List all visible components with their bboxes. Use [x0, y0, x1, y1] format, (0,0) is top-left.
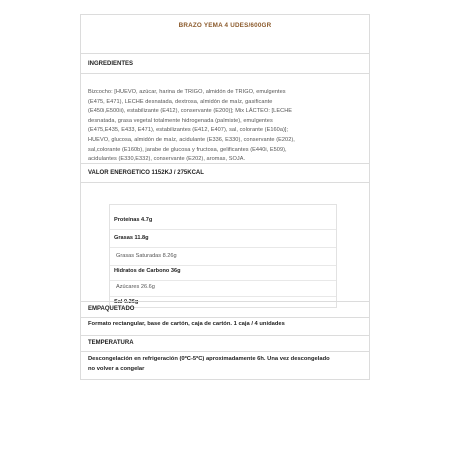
- temperature-divider: [81, 351, 369, 352]
- ingredients-heading: INGREDIENTES: [88, 61, 134, 67]
- nutrition-divider: [110, 247, 336, 248]
- ingredients-line: HUEVO, glucosa, almidón de maíz, acidulante (E336, E330), conservante (E202),: [88, 136, 295, 143]
- nutrition-row-fat: Grasas 11.8g: [114, 235, 149, 241]
- nutrition-row-saturated-fat: Grasas Saturadas 8.26g: [116, 253, 177, 259]
- nutrition-divider: [110, 296, 336, 297]
- temperature-line: no volver a congelar: [88, 366, 145, 372]
- nutrition-row-carbohydrates: Hidratos de Carbono 36g: [114, 268, 181, 274]
- nutrition-divider: [110, 280, 336, 281]
- product-title: BRAZO YEMA 4 UDES/600GR: [81, 15, 369, 54]
- ingredients-line: (E475,E435, E433, E471), estabilizantes (E412, E407), sal, colorante (E160a)];: [88, 127, 289, 134]
- ingredients-divider: [81, 73, 369, 74]
- nutrition-row-proteins: Proteínas 4.7g: [114, 217, 153, 223]
- packaging-heading: EMPAQUETADO: [88, 306, 135, 312]
- ingredients-line: desnatada, grasa vegetal totalmente hidrogenada (palmiste), emulgentes: [88, 117, 273, 124]
- ingredients-line: acidulantes (E330,E332), conservante (E202), aromas, SOJA.: [88, 156, 246, 163]
- energy-divider: [81, 182, 369, 183]
- ingredients-text: [88, 88, 364, 165]
- packaging-divider-top: [81, 301, 369, 302]
- nutrition-divider: [110, 265, 336, 266]
- ingredients-line: Bizcocho: [HUEVO, azúcar, harina de TRIGO, almidón de TRIGO, emulgentes: [88, 89, 286, 95]
- ingredients-line: (E475, E471), LECHE desnatada, dextrosa, almidón de maíz, gasificante: [88, 98, 273, 105]
- nutrition-row-salt: Sal 0.26g: [114, 299, 139, 305]
- temperature-heading: TEMPERATURA: [88, 340, 134, 346]
- nutrition-divider: [110, 229, 336, 230]
- nutrition-row-sugars: Azúcares 26.6g: [116, 284, 155, 290]
- energy-divider-top: [81, 163, 369, 164]
- nutrition-table: [109, 204, 337, 308]
- packaging-text: Formato rectangular, base de cartón, caja de cartón. 1 caja / 4 unidades: [88, 321, 285, 327]
- product-sheet: [80, 14, 370, 380]
- ingredients-line: (E450i,E500ii), estabilizante (E412), conservante (E200)]; Mix LÁCTEO: [LECHE: [88, 108, 293, 115]
- energy-value: VALOR ENERGETICO 1152KJ / 275KCAL: [88, 170, 204, 176]
- temperature-line: Descongelación en refrigeración (0ºC-5ºC) aproximadamente 6h. Una vez descongelado: [88, 356, 330, 362]
- packaging-divider: [81, 317, 369, 318]
- temperature-divider-top: [81, 335, 369, 336]
- ingredients-line: sal,colorante (E160b), jarabe de glucosa y fructosa, gelificantes (E440i, E509),: [88, 146, 287, 153]
